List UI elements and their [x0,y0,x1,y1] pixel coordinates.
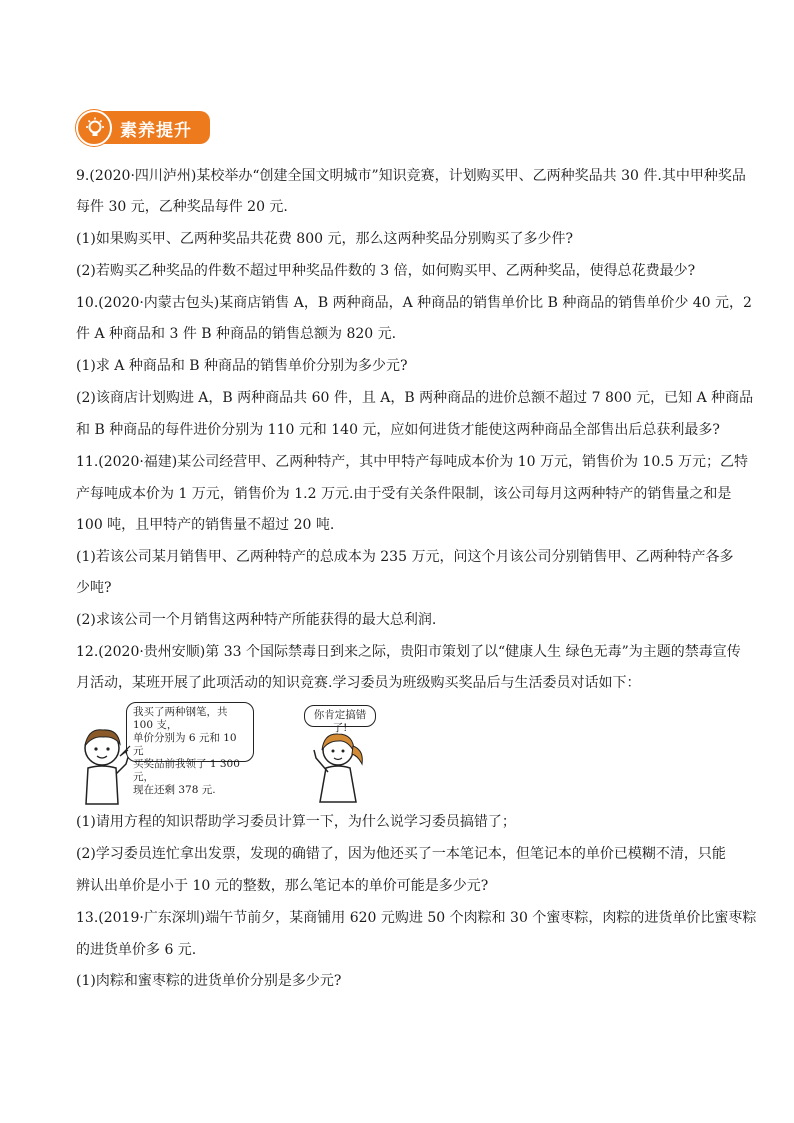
problem-9-part-2: (2)若购买乙种奖品的件数不超过甲种奖品件数的 3 倍，如何购买甲、乙两种奖品，使得总花费最少? [76,263,696,279]
section-banner [76,110,210,146]
bubble-tail [118,744,132,758]
problem-10-line-2: 件 A 种商品和 3 件 B 种商品的销售总额为 820 元. [76,326,397,342]
problem-9-line-2: 每件 30 元，乙种奖品每件 20 元. [76,199,288,215]
dialogue-illustration [76,700,376,810]
boy-speech-line-4: 现在还剩 378 元. [133,784,216,796]
lightbulb-icon [84,117,106,141]
problem-12-part-2-line-1: (2)学习委员连忙拿出发票，发现的确错了，因为他还买了一本笔记本，但笔记本的单价已模糊不清，只能 [76,846,726,862]
problem-13-line-1: 13.(2019·广东深圳)端午节前夕，某商铺用 620 元购进 50 个肉粽和 30 个蜜枣粽，肉粽的进货单价比蜜枣粽 [76,910,757,926]
banner-icon-badge [76,110,112,146]
problem-11-part-1-line-1: (1)若该公司某月销售甲、乙两种特产的总成本为 235 万元，问这个月该公司分别销售甲、乙两种特产各多 [76,549,734,565]
problem-12-part-1: (1)请用方程的知识帮助学习委员计算一下，为什么说学习委员搞错了； [76,814,516,830]
problem-11-line-1: 11.(2020·福建)某公司经营甲、乙两种特产，其中甲特产每吨成本价为 10 万元，销售价为 10.5 万元；乙特 [76,454,749,470]
problem-11-part-1-line-2: 少吨? [76,580,112,596]
problem-12-line-1: 12.(2020·贵州安顺)第 33 个国际禁毒日到来之际，贵阳市策划了以“健康人生 绿色无毒”为主题的禁毒宣传 [76,644,741,660]
boy-speech-line-2: 单价分别为 6 元和 10 元 [133,732,237,757]
problem-11-line-3: 100 吨，且甲特产的销售量不超过 20 吨. [76,517,335,533]
problem-13-line-2: 的进货单价多 6 元. [76,942,197,958]
problem-10-line-1: 10.(2020·内蒙古包头)某商店销售 A，B 两种商品，A 种商品的销售单价比 B 种商品的销售单价少 40 元，2 [76,295,752,311]
boy-speech-bubble [126,702,254,796]
problem-10-part-2-line-2: 和 B 种商品的每件进价分别为 110 元和 140 元，应如何进货才能使这两种商品全部售出后总获利最多? [76,422,720,438]
problem-12-line-2: 月活动，某班开展了此项活动的知识竞赛.学习委员为班级购买奖品后与生活委员对话如下： [76,675,641,691]
problem-13-part-1: (1)肉粽和蜜枣粽的进货单价分别是多少元? [76,973,342,989]
problem-10-part-2-line-1: (2)该商店计划购进 A，B 两种商品共 60 件，且 A，B 两种商品的进价总额不超过 7 800 元，已知 A 种商品 [76,390,754,406]
problem-12-part-2-line-2: 辨认出单价是小于 10 元的整数，那么笔记本的单价可能是多少元? [76,878,489,894]
problem-9-part-1: (1)如果购买甲、乙两种奖品共花费 800 元，那么这两种奖品分别购买了多少件? [76,231,573,247]
girl-speech-bubble: 你肯定搞错了! [304,705,376,727]
boy-speech-line-3: 买奖品前我领了 1 300 元， [133,758,240,783]
girl-figure [302,728,370,810]
problem-11-line-2: 产每吨成本价为 1 万元，销售价为 1.2 万元.由于受有关条件限制，该公司每月这两种特产的销售量之和是 [76,486,732,502]
boy-speech-line-1: 我买了两种钢笔，共 100 支， [133,706,228,731]
section-title: 素养提升 [120,121,192,141]
problem-10-part-1: (1)求 A 种商品和 B 种商品的销售单价分别为多少元? [76,358,408,374]
problem-9-line-1: 9.(2020·四川泸州)某校举办“创建全国文明城市”知识竞赛，计划购买甲、乙两种奖品共 30 件.其中甲种奖品 [76,168,746,184]
problem-11-part-2: (2)求该公司一个月销售这两种特产所能获得的最大总利润. [76,612,437,628]
